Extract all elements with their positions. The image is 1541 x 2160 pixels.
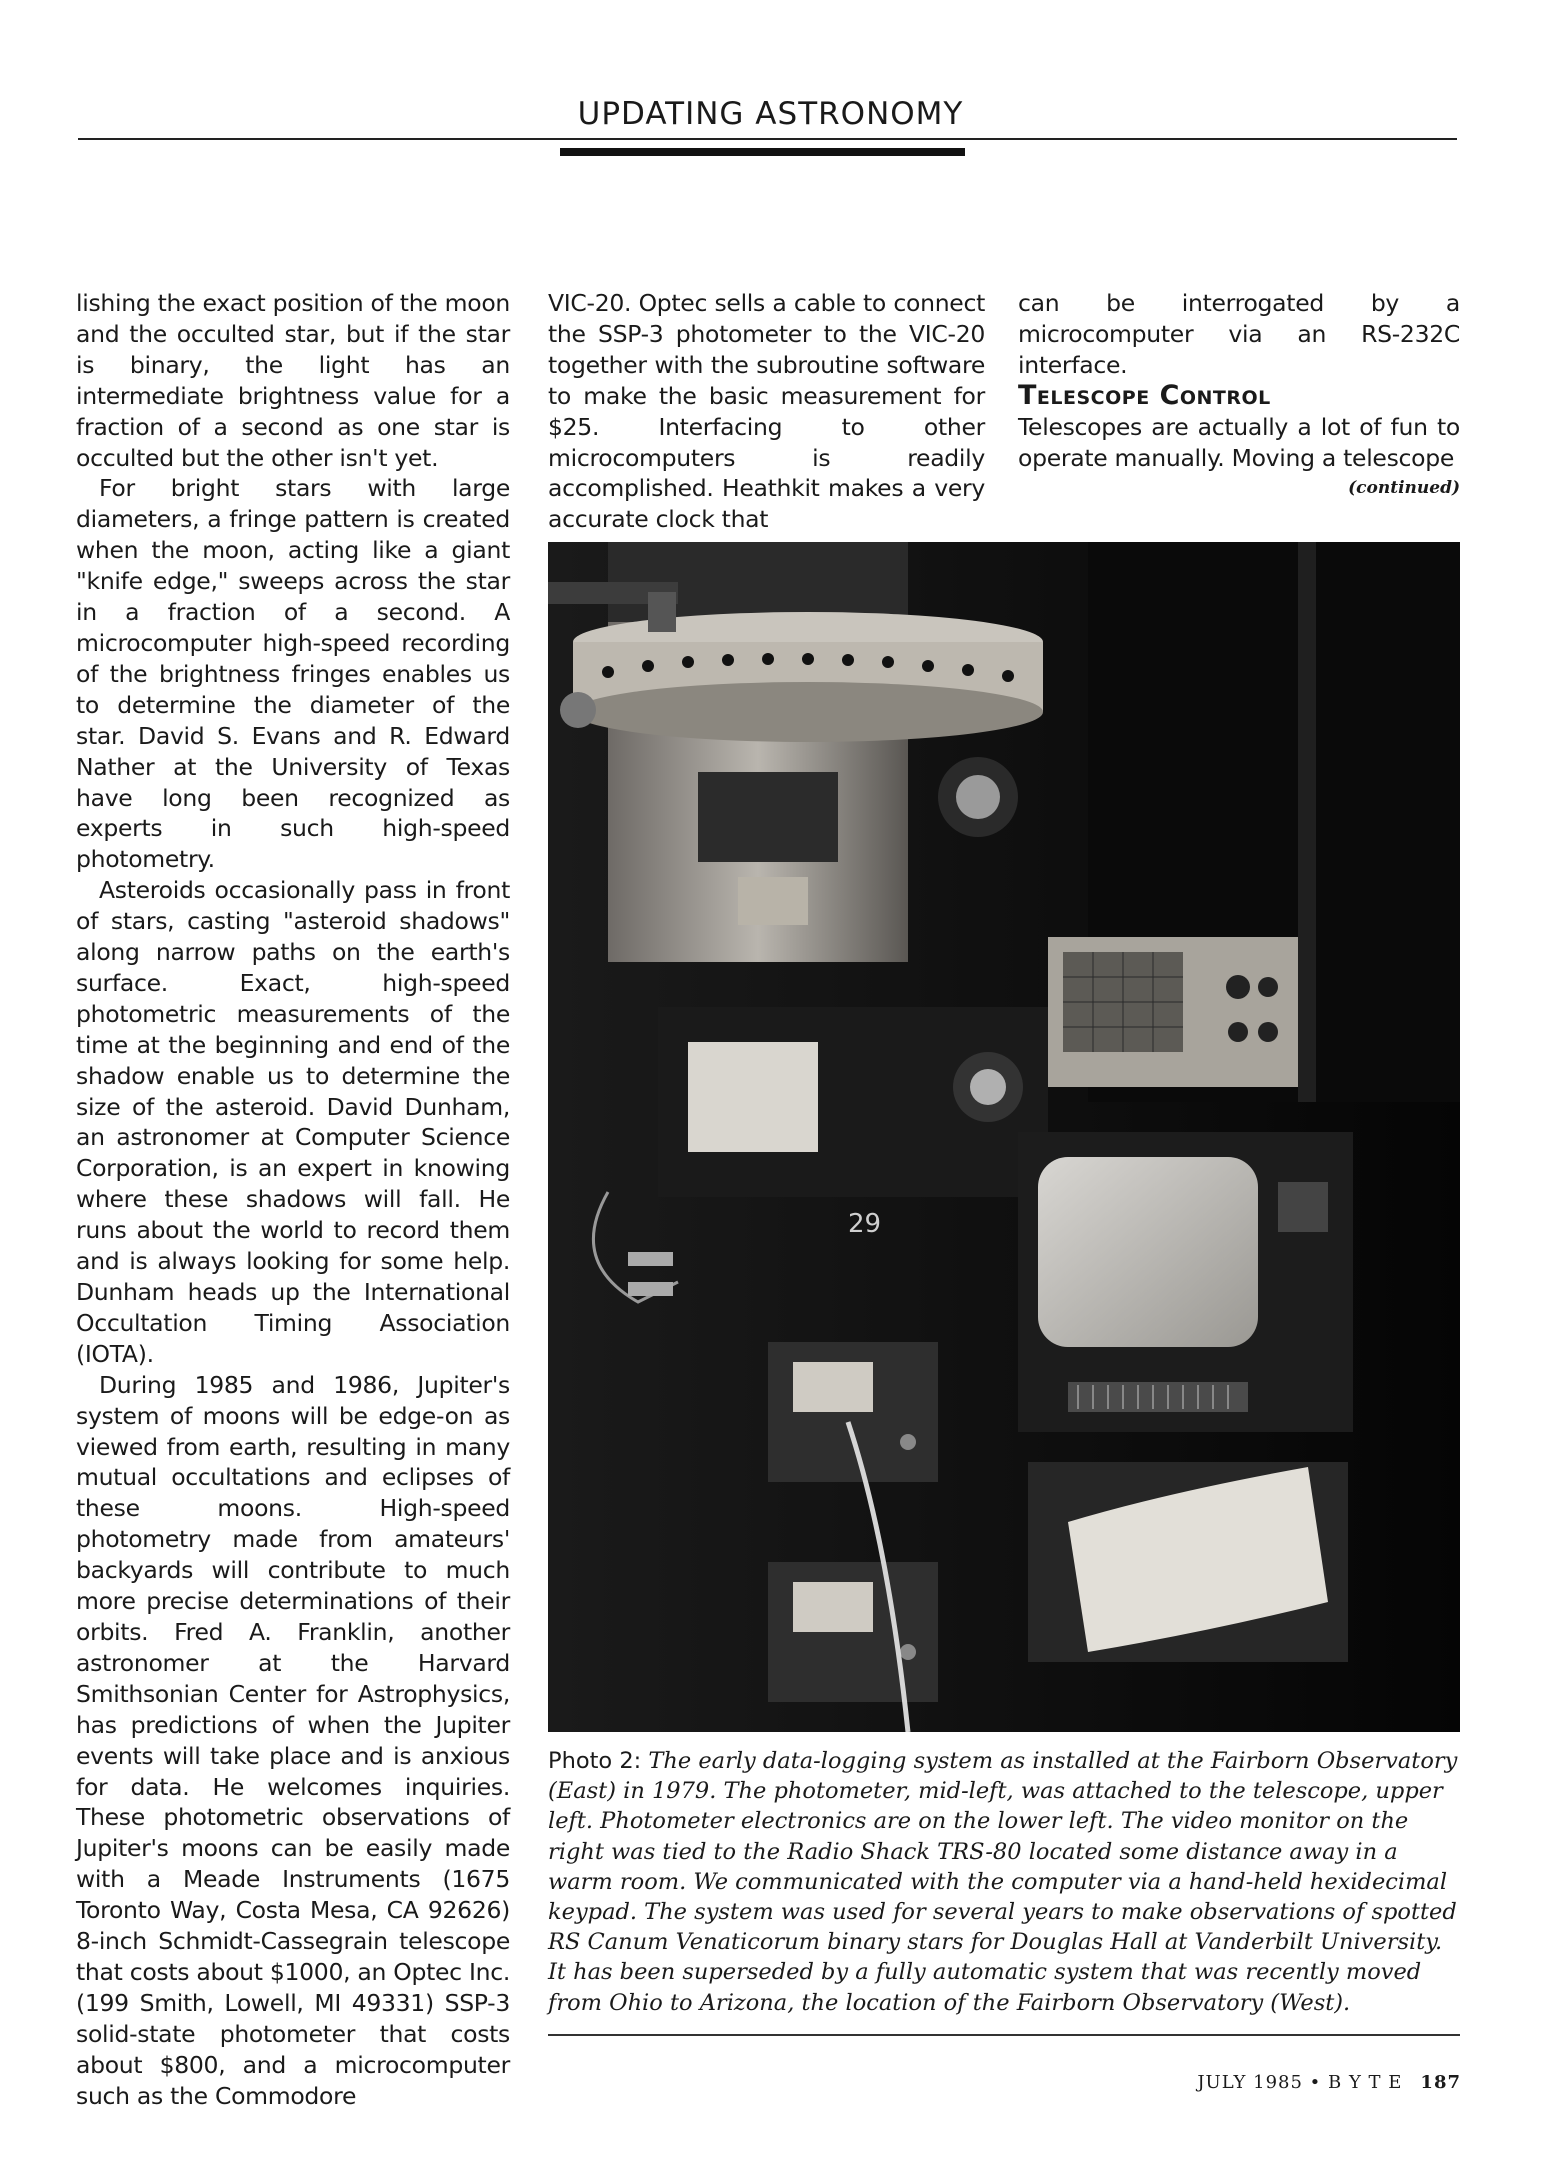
paragraph: Asteroids occasionally pass in front of stars, casting "asteroid shadows" along narrow paths on the earth's surface. Exact, high-speed photometric measurements of the time at the beginning and end of the shadow enable us to determine the size of the asteroid. David Dunham, an astronomer at Computer Science Corporation, is an expert in knowing where these shadows will fall. He runs about the world to record them and is always looking for some help. Dunham heads up the International Occultation Timing Association (IOTA).: [76, 876, 510, 1368]
continued-note: (continued): [1348, 478, 1460, 498]
article-column-2: [548, 288, 985, 535]
header-bar: [560, 148, 965, 156]
paragraph: During 1985 and 1986, Jupiter's system of moons will be edge-on as viewed from earth, resulting in many mutual occultations and eclipses of these moons. High-speed photometry made from amateurs' backyards will contribute to much more precise determinations of their orbits. Fred A. Franklin, another astronomer at the Harvard Smithsonian Center for Astrophysics, has predictions of when the Jupiter events will take place and is anxious for data. He welcomes inquiries. These photometric observations of Jupiter's moons can be easily made with a Meade Instruments (1675 Toronto Way, Costa Mesa, CA 92626) 8-inch Schmidt-Cassegrain telescope that costs about $1000, an Optec Inc. (199 Smith, Lowell, MI 49331) SSP-3 solid-state photometer that costs about $800, and a microcomputer such as the Commodore: [76, 1370, 510, 2110]
header-rule: [78, 138, 1457, 140]
paragraph: Telescopes are actually a lot of fun to operate manually. Moving a telescope: [1018, 412, 1460, 472]
caption-rule: [548, 2034, 1460, 2036]
paragraph: can be interrogated by a microcomputer via an RS-232C interface.: [1018, 289, 1460, 379]
scope-label: 29: [848, 1209, 882, 1239]
photo-label: Photo 2:: [548, 1748, 642, 1774]
caption-text: The early data-logging system as installed at the Fairborn Observatory (East) in 1979. The photometer, mid-left, was attached to the telescope, upper left. Photometer electronics are on the lower left. The video monitor on the right was tied to the Radio Shack TRS-80 located some distance away in a warm room. We communicated with the computer via a hand-held hexidecimal keypad. The system was used for several years to make observations of spotted RS Canum Venaticorum binary stars for Douglas Hall at Vanderbilt University. It has been superseded by a fully automatic system that was recently moved from Ohio to Arizona, the location of the Fairborn Observatory (West).: [548, 1748, 1458, 2016]
running-header: UPDATING ASTRONOMY: [577, 96, 964, 132]
photo-illustration: [548, 542, 1460, 1732]
issue-line: JULY 1985 • B Y T E: [1197, 2072, 1403, 2093]
paragraph: lishing the exact position of the moon and the occulted star, but if the star is binary, the light has an intermediate brightness value for a fraction of a second as one star is occulted but the other isn't yet.: [76, 289, 510, 472]
page-footer: [1197, 2072, 1461, 2093]
page-number: 187: [1420, 2072, 1461, 2093]
article-column-1: [76, 288, 510, 2111]
paragraph: For bright stars with large diameters, a fringe pattern is created when the moon, acting like a giant "knife edge," sweeps across the star in a fraction of a second. A microcomputer high-speed recording of the brightness fringes enables us to determine the diameter of the star. David S. Evans and R. Edward Nather at the University of Texas have long been recognized as experts in such high-speed photometry.: [76, 474, 510, 874]
article-column-3: [1018, 288, 1460, 473]
photo-caption: [548, 1746, 1463, 2018]
paragraph: VIC-20. Optec sells a cable to connect the SSP-3 photometer to the VIC-20 together with the subroutine software to make the basic measurement for $25. Interfacing to other microcomputers is readily accomplished. Heathkit makes a very accurate clock that: [548, 289, 985, 534]
photo-data-logging-system: [548, 542, 1460, 1732]
section-heading: Telescope Control: [1018, 379, 1271, 411]
